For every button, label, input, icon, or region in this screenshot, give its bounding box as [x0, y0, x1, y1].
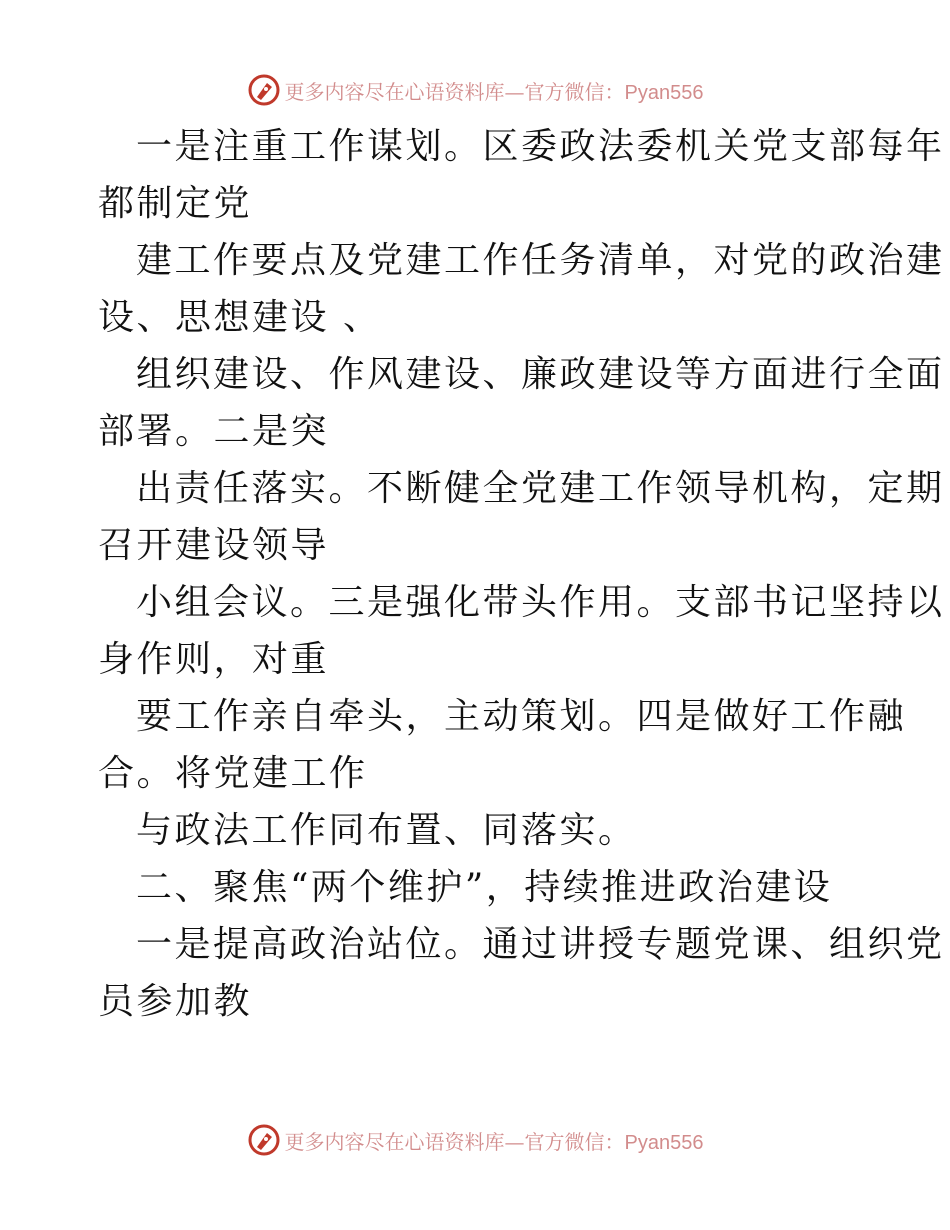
body-line: 召开建设领导 — [98, 525, 330, 566]
body-line: 部署。二是突 — [98, 411, 330, 452]
pen-nib-logo-icon — [247, 73, 281, 107]
pen-nib-logo-icon — [247, 1123, 281, 1157]
body-line: 一是提高政治站位。通过讲授专题党课、组织党 — [136, 924, 945, 965]
header-watermark-banner — [0, 70, 950, 110]
body-line: 要工作亲自牵头，主动策划。四是做好工作融 — [136, 696, 907, 737]
footer-banner-label: 更多内容尽在心语资料库—官方微信： — [284, 1129, 625, 1154]
section-heading: 二、聚焦“两个维护”，持续推进政治建设 — [136, 867, 833, 908]
body-line: 一是注重工作谋划。区委政法委机关党支部每年 — [136, 126, 945, 167]
body-line: 组织建设、作风建设、廉政建设等方面进行全面 — [136, 354, 945, 395]
header-banner-wechat-id: Pyan556 — [624, 81, 704, 104]
body-line: 出责任落实。不断健全党建工作领导机构，定期 — [136, 468, 945, 509]
body-line: 身作则，对重 — [98, 639, 330, 680]
footer-banner-text — [285, 1126, 704, 1155]
body-line: 员参加教 — [98, 981, 253, 1022]
body-line: 都制定党 — [98, 183, 253, 224]
footer-banner-wechat-id: Pyan556 — [624, 1131, 704, 1154]
body-line: 合。将党建工作 — [98, 753, 368, 794]
document-body — [98, 118, 945, 1030]
footer-watermark-banner — [0, 1120, 950, 1160]
header-banner-text — [285, 76, 704, 105]
header-banner-label: 更多内容尽在心语资料库—官方微信： — [284, 79, 625, 104]
body-line: 设、思想建设 、 — [98, 297, 382, 338]
body-line: 与政法工作同布置、同落实。 — [136, 810, 637, 851]
body-line: 小组会议。三是强化带头作用。支部书记坚持以 — [136, 582, 945, 623]
body-line: 建工作要点及党建工作任务清单，对党的政治建 — [136, 240, 945, 281]
